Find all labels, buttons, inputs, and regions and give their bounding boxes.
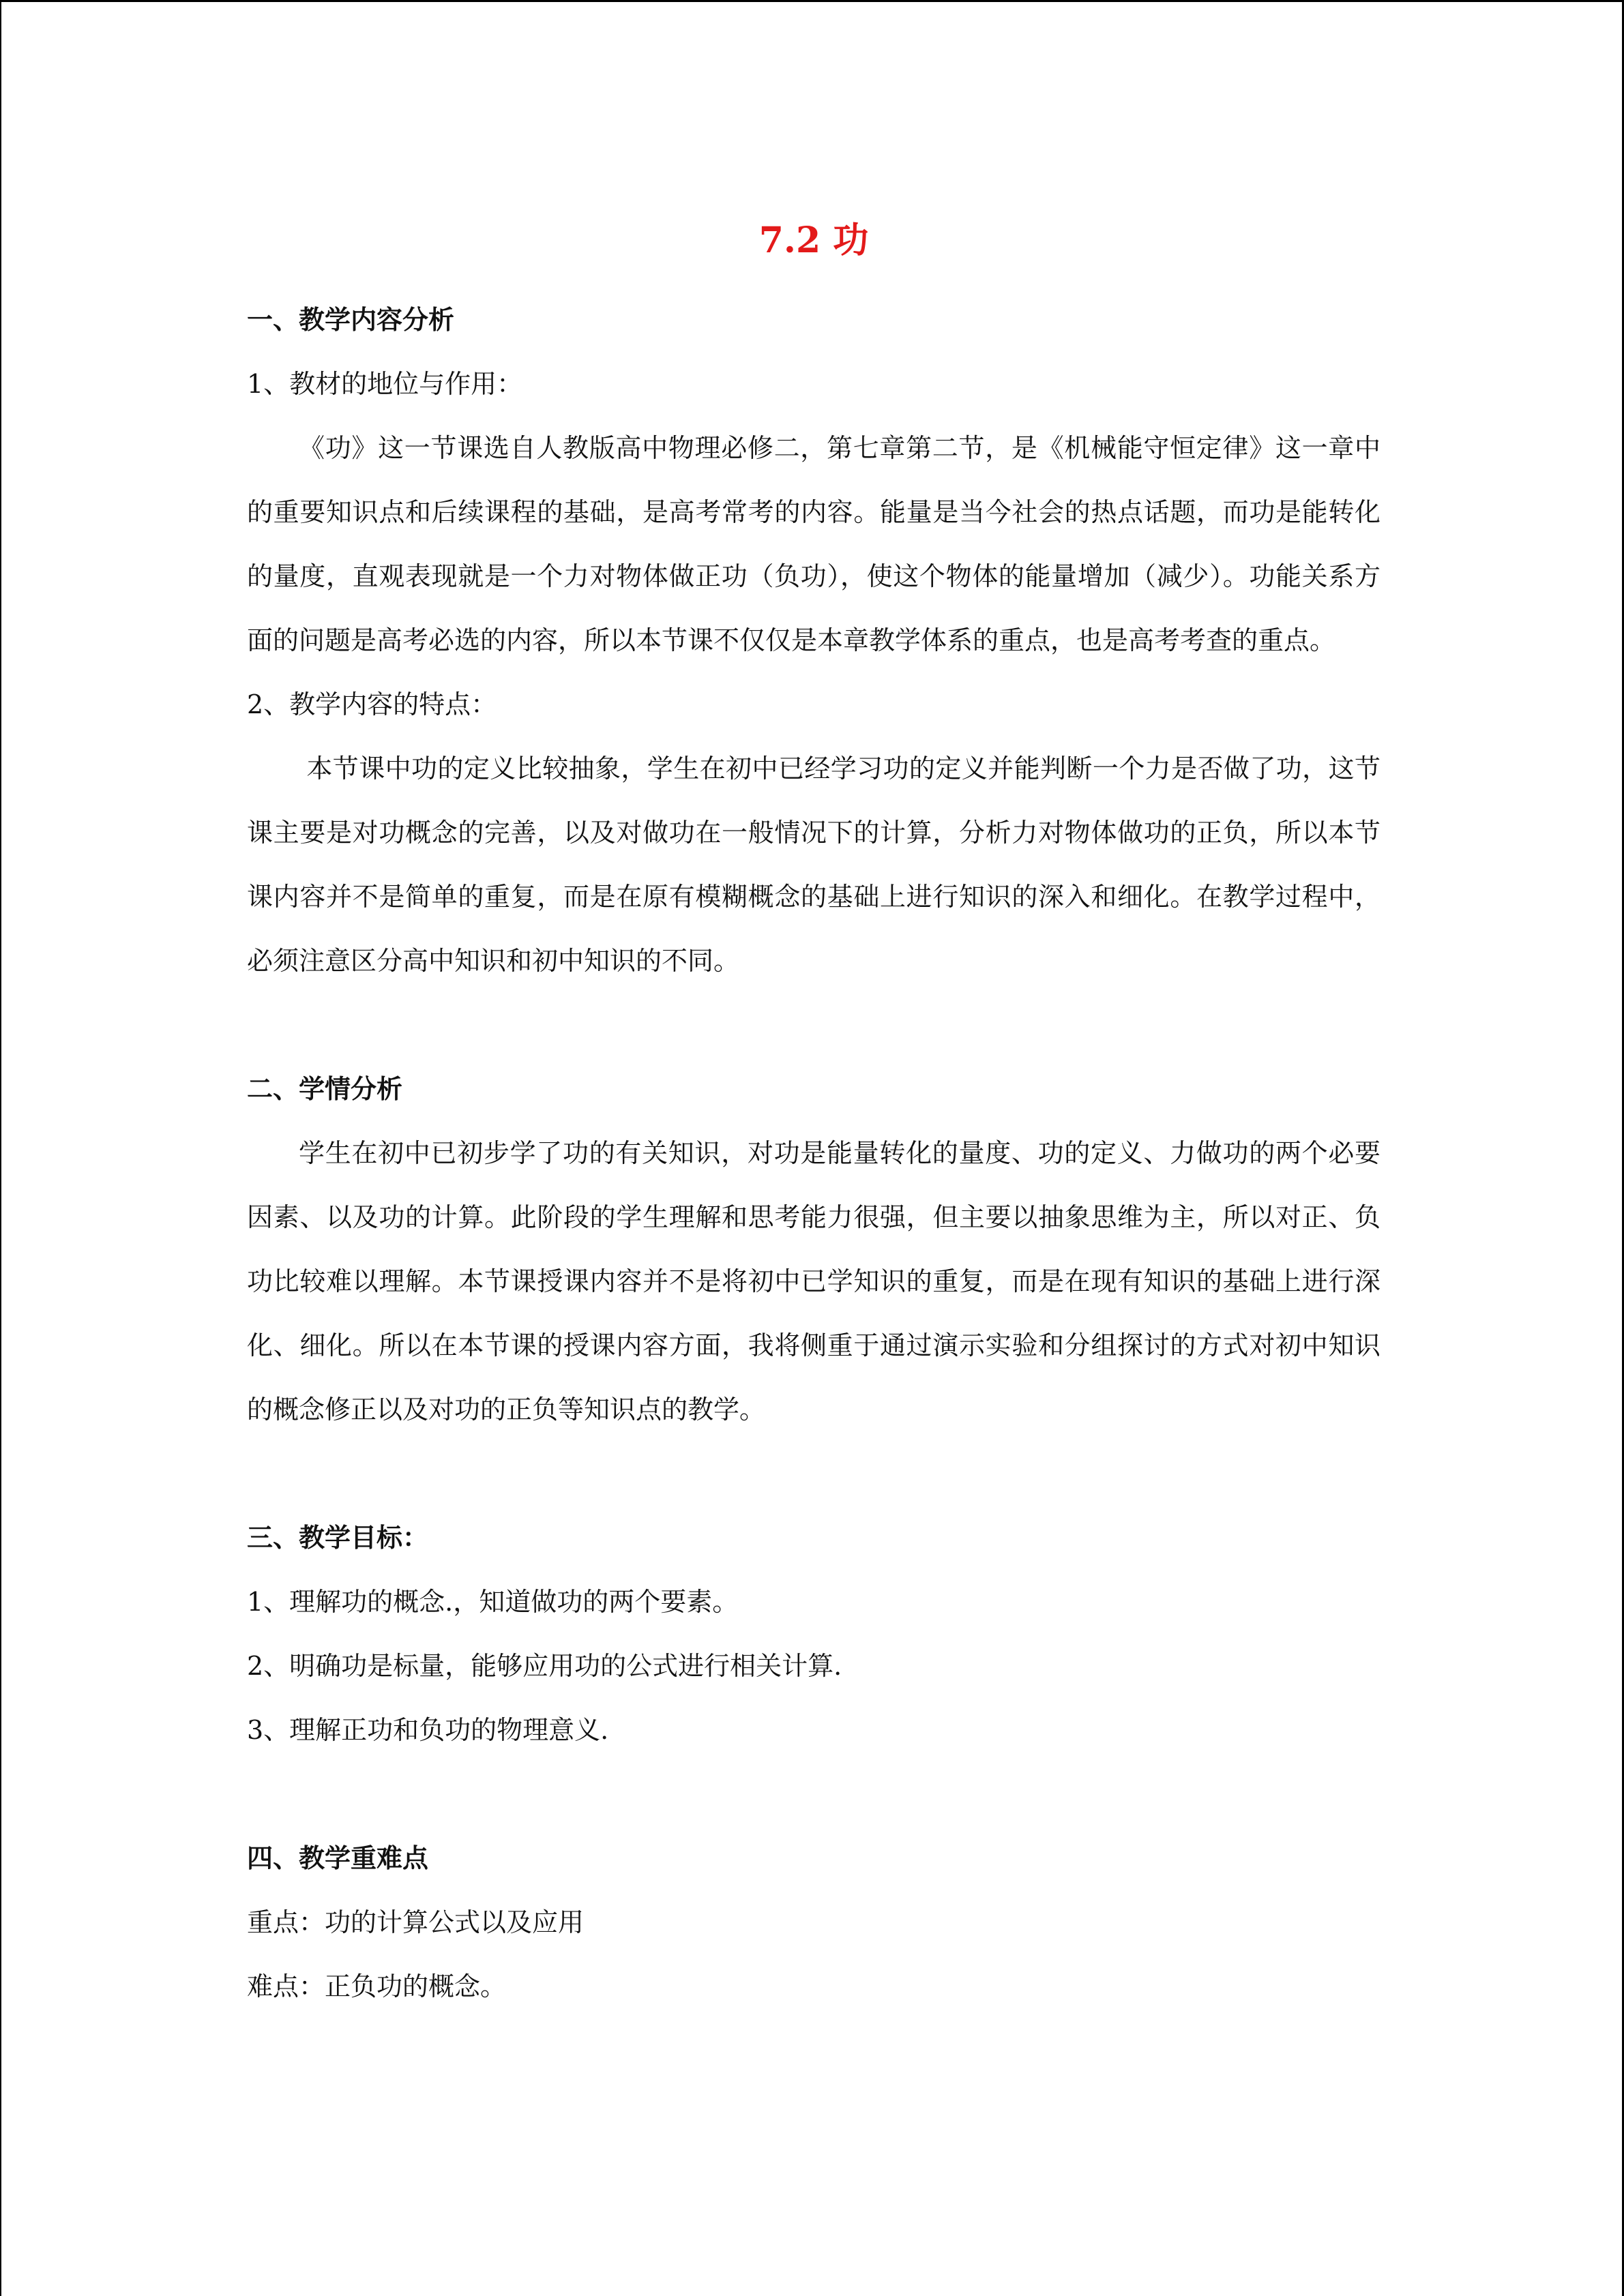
document-body — [247, 205, 1381, 2018]
paragraph-textbook-role: 《功》这一节课选自人教版高中物理必修二，第七章第二节，是《机械能守恒定律》这一章中的重要知识点和后续课程的基础，是高考常考的内容。能量是当今社会的热点话题，而功是能转化的量度，直观表现就是一个力对物体做正功（负功），使这个物体的能量增加（减少）。功能关系方面的问题是高考必选的内容，所以本节课不仅仅是本章教学体系的重点，也是高考考查的重点。 — [247, 433, 1381, 655]
section-heading-key-difficult-points: 四、教学重难点 — [247, 1843, 429, 1873]
goal-item: 2、明确功是标量，能够应用功的公式进行相关计算. — [247, 1651, 842, 1681]
subheading-textbook-role: 1、教材的地位与作用： — [247, 369, 523, 399]
section-spacer — [247, 1762, 1381, 1826]
goal-item: 1、理解功的概念.，知道做功的两个要素。 — [247, 1587, 739, 1617]
difficult-point-item: 难点：正负功的概念。 — [247, 1971, 507, 2001]
paragraph-content-features: 本节课中功的定义比较抽象，学生在初中已经学习功的定义并能判断一个力是否做了功，这节课主要是对功概念的完善，以及对做功在一般情况下的计算，分析力对物体做功的正负，所以本节课内容并不是简单的重复，而是在原有模糊概念的基础上进行知识的深入和细化。在教学过程中，必须注意区分高中知识和初中知识的不同。 — [247, 754, 1381, 976]
section-heading-content-analysis: 一、教学内容分析 — [247, 305, 455, 335]
key-point-item: 重点：功的计算公式以及应用 — [247, 1907, 585, 1937]
section-heading-teaching-goals: 三、教学目标： — [247, 1523, 429, 1553]
section-heading-student-analysis: 二、学情分析 — [247, 1074, 403, 1104]
page-top-border — [0, 0, 1624, 2]
section-spacer — [247, 993, 1381, 1057]
goal-item: 3、理解正功和负功的物理意义. — [247, 1715, 609, 1745]
subheading-content-features: 2、教学内容的特点： — [247, 689, 497, 719]
document-title: 7.2 功 — [758, 220, 869, 261]
section-spacer — [247, 1442, 1381, 1506]
page-left-border — [0, 0, 1, 2296]
paragraph-student-analysis: 学生在初中已初步学了功的有关知识，对功是能量转化的量度、功的定义、力做功的两个必要因素、以及功的计算。此阶段的学生理解和思考能力很强，但主要以抽象思维为主，所以对正、负功比较难以理解。本节课授课内容并不是将初中已学知识的重复，而是在现有知识的基础上进行深化、细化。所以在本节课的授课内容方面，我将侧重于通过演示实验和分组探讨的方式对初中知识的概念修正以及对功的正负等知识点的教学。 — [247, 1138, 1381, 1425]
